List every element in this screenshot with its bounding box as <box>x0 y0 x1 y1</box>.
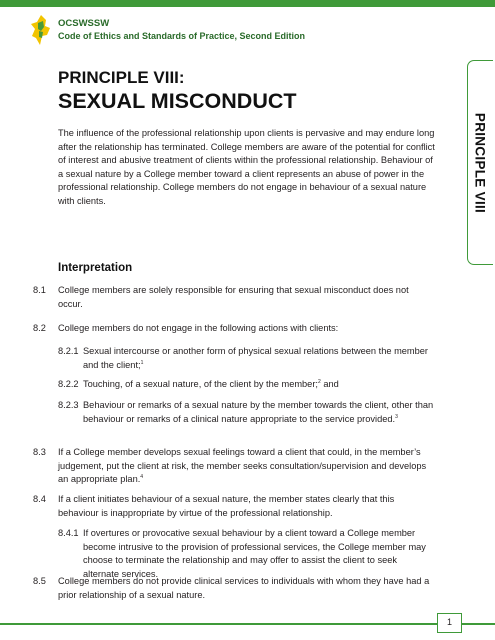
clause-number: 8.5 <box>33 576 46 586</box>
footnote-ref: 2 <box>317 378 321 385</box>
principle-number: PRINCIPLE VIII: <box>58 68 185 87</box>
side-tab-label: PRINCIPLE VIII <box>472 112 488 214</box>
clause-number: 8.1 <box>33 285 46 295</box>
clause-text: Touching, of a sexual nature, of the client by the member; <box>83 379 318 389</box>
footer-rule <box>0 623 495 625</box>
clause-number: 8.2 <box>33 323 46 333</box>
document-subtitle: Code of Ethics and Standards of Practice, Second Edition <box>58 31 306 41</box>
clause-number: 8.2.2 <box>58 379 79 389</box>
clause-number: 8.4 <box>33 494 46 504</box>
clause-text: If overtures or provocative sexual behaviour by a client toward a College member become intrusive to the provision of professional services, the College member may choose to terminate the relationship and may offer to assist the client to seek alternate services. <box>83 528 426 579</box>
footnote-ref: 4 <box>140 474 144 481</box>
clause-8-2-2 <box>58 378 435 392</box>
footnote-ref: 1 <box>140 359 144 366</box>
clause-text: Sexual intercourse or another form of physical sexual relations between the member and the client; <box>83 346 428 370</box>
clause-text: If a College member develops sexual feelings toward a client that could, in the member’s judgement, put the client at risk, the member seeks consultation/supervision and develops an appropriate plan. <box>58 447 427 485</box>
clause-text: Behaviour or remarks of a sexual nature by the member towards the client, other than behaviour or remarks of a clinical nature appropriate to the service provided. <box>83 400 434 424</box>
clause-8-2 <box>33 322 435 336</box>
clause-8-2-1 <box>58 345 435 372</box>
document-header <box>58 18 305 42</box>
clause-text: If a client initiates behaviour of a sexual nature, the member states clearly that this behaviour is inappropriate by virtue of the professional relationship. <box>58 494 395 518</box>
clause-number: 8.2.3 <box>58 400 79 410</box>
ocswssw-logo-icon <box>30 14 52 46</box>
intro-paragraph: The influence of the professional relationship upon clients is pervasive and may endure long after the relationship has terminated. College members are aware of the potential for conflict of interest and abusive treatment of clients within the professional relationship. Behaviour of a sexual nature by a College member toward a client represents an abuse of power in the professional relationship. College members do not engage in behaviour of a sexual nature with clients. <box>58 128 435 206</box>
clause-8-3 <box>33 446 435 487</box>
clause-text: College members do not provide clinical services to individuals with whom they have had a prior relationship of a sexual nature. <box>58 576 430 600</box>
clause-8-1 <box>33 284 435 311</box>
footnote-ref: 3 <box>395 413 398 420</box>
clause-text: College members are solely responsible for ensuring that sexual misconduct does not occur. <box>58 285 409 309</box>
section-heading: Interpretation <box>58 262 133 274</box>
clause-number: 8.4.1 <box>58 528 79 538</box>
clause-8-2-3 <box>58 399 435 426</box>
principle-title <box>58 68 297 114</box>
top-accent-bar <box>0 0 495 7</box>
clause-8-4-1 <box>58 527 435 581</box>
clause-text: College members do not engage in the following actions with clients: <box>58 323 339 333</box>
clause-number: 8.2.1 <box>58 346 79 356</box>
page-number: 1 <box>437 613 462 633</box>
principle-name: SEXUAL MISCONDUCT <box>58 89 297 113</box>
org-name: OCSWSSW <box>58 18 110 29</box>
clause-number: 8.3 <box>33 447 46 457</box>
clause-text-tail: and <box>320 379 339 389</box>
clause-8-4 <box>33 493 435 520</box>
clause-8-5 <box>33 575 435 602</box>
